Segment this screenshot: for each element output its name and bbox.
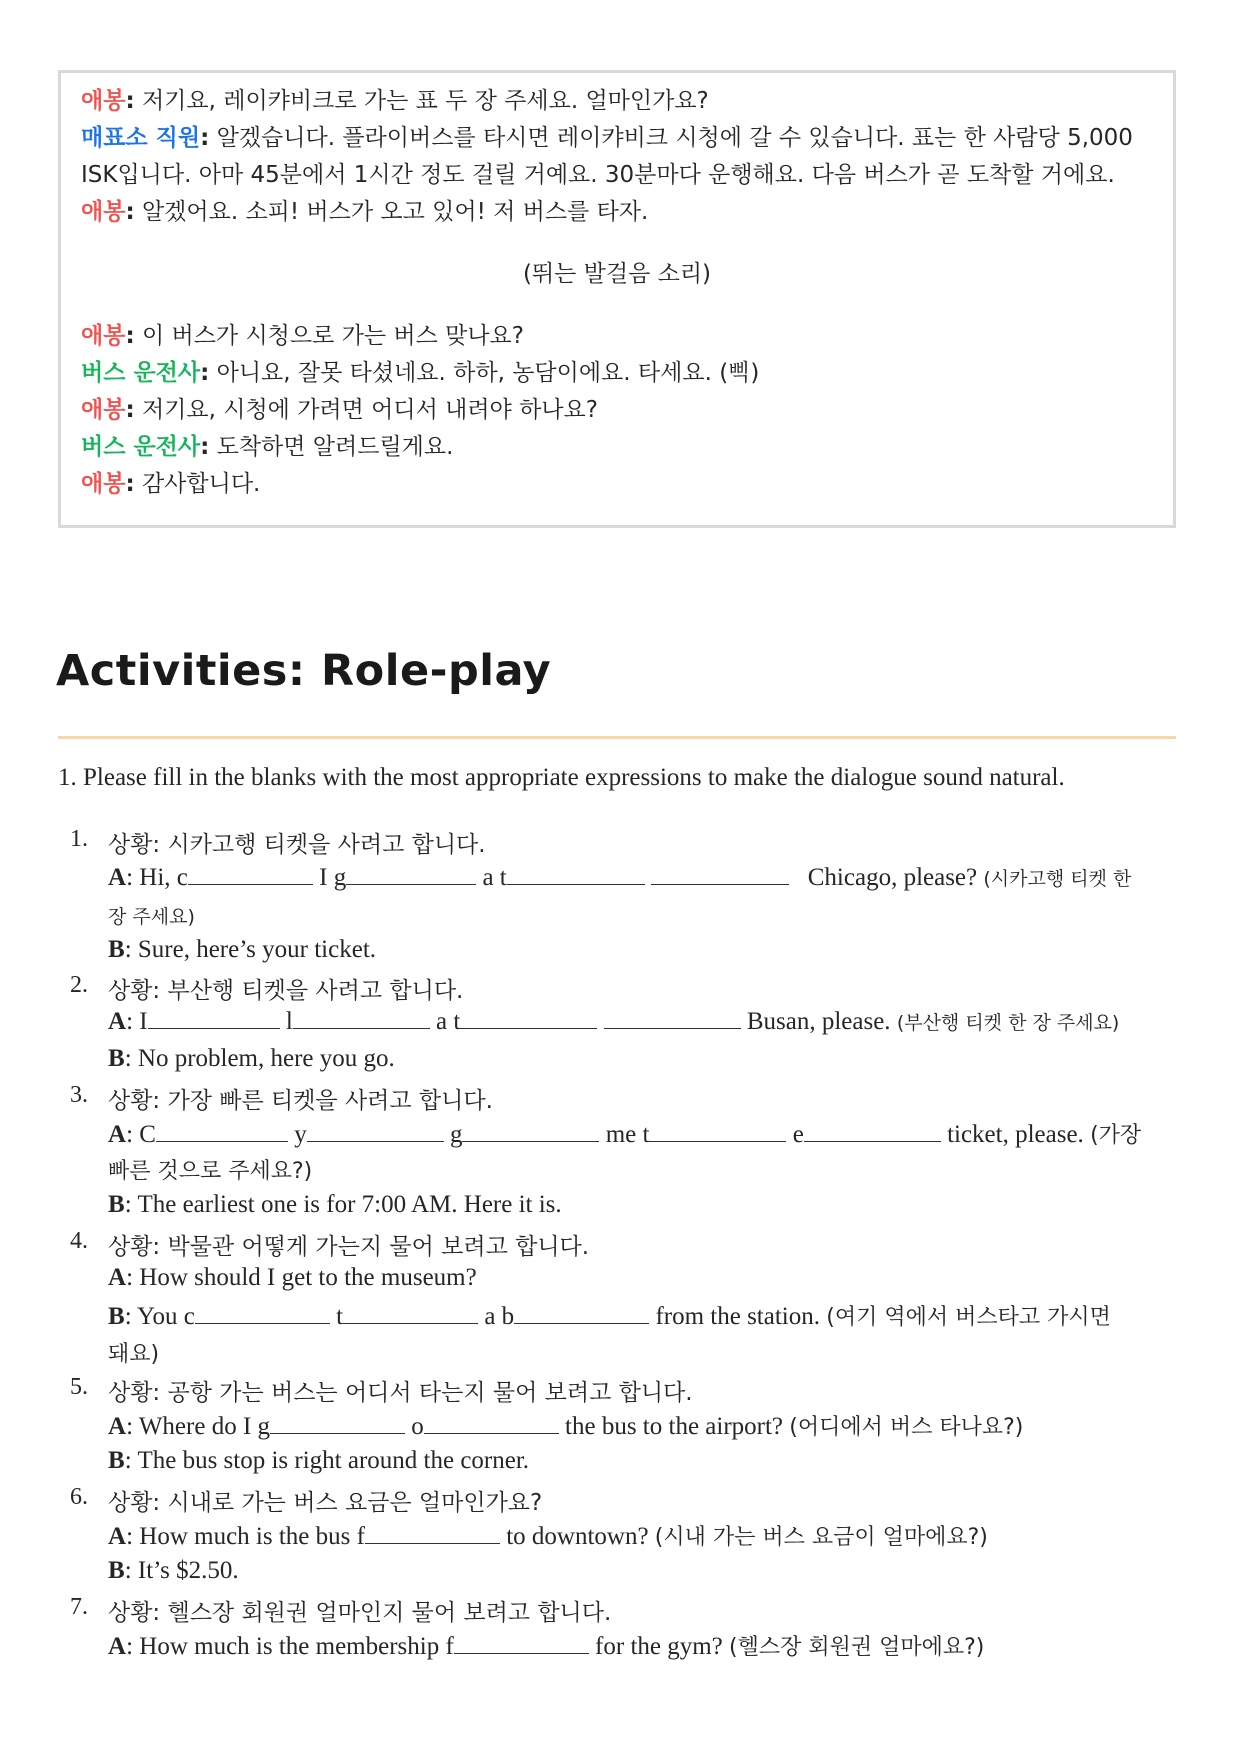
exercise-number: 3. (70, 1082, 88, 1108)
dialogue-line: 애봉: 감사합니다. (81, 471, 261, 497)
line-b: B: You c t a b from the station. (여기 역에서 버스타고 가시면 (108, 1303, 1111, 1330)
dialogue-line: 애봉: 알겠어요. 소피! 버스가 오고 있어! 저 버스를 타자. (81, 199, 649, 225)
dialogue-text: 도착하면 알려드릴게요. (216, 434, 454, 460)
answer-blank[interactable] (270, 1413, 405, 1434)
dialogue-box (58, 70, 1176, 528)
dialogue-line: 버스 운전사: 도착하면 알려드릴게요. (81, 434, 454, 460)
situation: 상황: 가장 빠른 티켓을 사려고 합니다. (108, 1088, 493, 1114)
dialogue-line: 버스 운전사: 아니요, 잘못 타셨네요. 하하, 농담이에요. 타세요. (삑) (81, 360, 760, 386)
dialogue-text: 저기요, 시청에 가려면 어디서 내려야 하나요? (141, 397, 598, 423)
exercise-number: 1. (70, 826, 88, 852)
line-a: A: I l a t Busan, please. (부산행 티켓 한 장 주세요) (108, 1008, 1120, 1035)
line-a-continued (108, 1154, 312, 1185)
answer-blank[interactable] (804, 1121, 941, 1142)
line-a-continued (108, 902, 195, 930)
answer-blank[interactable] (343, 1303, 478, 1324)
translation-hint: (어디에서 버스 타나요?) (789, 1415, 1024, 1440)
dialogue-line: 애봉: 이 버스가 시청으로 가는 버스 맞나요? (81, 323, 524, 349)
dialogue-text: 이 버스가 시청으로 가는 버스 맞나요? (141, 323, 524, 349)
dialogue-text: 감사합니다. (141, 471, 261, 497)
speaker-name: 애봉 (81, 88, 126, 114)
line-b: B: It’s $2.50. (108, 1557, 239, 1584)
line-b: B: Sure, here’s your ticket. (108, 936, 377, 963)
answer-blank[interactable] (156, 1121, 288, 1142)
line-b-continued (108, 1337, 159, 1368)
speaker-name: 매표소 직원 (81, 125, 201, 151)
speaker-name: 애봉 (81, 199, 126, 225)
speaker-name: 버스 운전사 (81, 434, 201, 460)
line-a: A: How much is the membership f for the gym? (헬스장 회원권 얼마에요?) (108, 1633, 985, 1660)
dialogue-line-continued (81, 157, 1161, 194)
answer-blank[interactable] (365, 1523, 500, 1544)
translation-hint: 장 주세요) (108, 906, 195, 928)
line-a: A: How should I get to the museum? (108, 1264, 477, 1291)
section-title: Activities: Role-play (56, 646, 552, 696)
answer-blank[interactable] (649, 1121, 786, 1142)
line-b: B: The bus stop is right around the corner. (108, 1447, 530, 1474)
dialogue-text: ISK입니다. 아마 45분에서 1시간 정도 걸릴 거예요. 30분마다 운행해요. 다음 버스가 곧 도착할 거에요. (81, 162, 1115, 188)
situation: 상황: 시카고행 티켓을 사려고 합니다. (108, 832, 486, 858)
situation: 상황: 시내로 가는 버스 요금은 얼마인가요? (108, 1490, 543, 1516)
sound-effect: (뛰는 발걸음 소리) (522, 261, 712, 287)
speaker-name: 버스 운전사 (81, 360, 201, 386)
dialogue-text: 알겠어요. 소피! 버스가 오고 있어! 저 버스를 타자. (141, 199, 649, 225)
answer-blank[interactable] (514, 1303, 649, 1324)
answer-blank[interactable] (507, 864, 645, 885)
answer-blank[interactable] (424, 1413, 559, 1434)
situation: 상황: 박물관 어떻게 가는지 물어 보려고 합니다. (108, 1234, 590, 1260)
translation-hint: 빠른 것으로 주세요?) (108, 1159, 313, 1184)
line-a: A: Where do I g o the bus to the airport? (어디에서 버스 타나요?) (108, 1413, 1024, 1440)
answer-blank[interactable] (195, 1303, 330, 1324)
dialogue-text: 알겠습니다. 플라이버스를 타시면 레이캬비크 시청에 갈 수 있습니다. 표는 한 사람당 5,000 (216, 125, 1133, 151)
line-a: A: C y g me t e ticket, please. (가장 (108, 1121, 1142, 1148)
translation-hint: (부산행 티켓 한 장 주세요) (896, 1012, 1120, 1034)
exercise-number: 5. (70, 1374, 88, 1400)
dialogue-text: 저기요, 레이캬비크로 가는 표 두 장 주세요. 얼마인가요? (141, 88, 709, 114)
line-b: B: No problem, here you go. (108, 1045, 395, 1072)
translation-hint: (시카고행 티켓 한 (983, 868, 1132, 890)
exercise-number: 4. (70, 1228, 88, 1254)
answer-blank[interactable] (346, 864, 476, 885)
speaker-name: 애봉 (81, 397, 126, 423)
answer-blank[interactable] (651, 864, 789, 885)
answer-blank[interactable] (460, 1008, 597, 1029)
answer-blank[interactable] (148, 1008, 280, 1029)
exercise-number: 2. (70, 972, 88, 998)
answer-blank[interactable] (188, 864, 313, 885)
dialogue-line: 애봉: 저기요, 시청에 가려면 어디서 내려야 하나요? (81, 397, 598, 423)
answer-blank[interactable] (293, 1008, 430, 1029)
exercise-number: 6. (70, 1484, 88, 1510)
heading-divider (58, 736, 1176, 739)
line-b: B: The earliest one is for 7:00 AM. Here it is. (108, 1191, 562, 1218)
answer-blank[interactable] (604, 1008, 741, 1029)
dialogue-line: 애봉: 저기요, 레이캬비크로 가는 표 두 장 주세요. 얼마인가요? (81, 88, 709, 114)
translation-hint: 돼요) (108, 1342, 160, 1367)
speaker-name: 애봉 (81, 323, 126, 349)
translation-hint: (시내 가는 버스 요금이 얼마에요?) (654, 1525, 988, 1550)
line-a: A: Hi, c I g a t Chicago, please? (시카고행 티켓 한 (108, 864, 1132, 891)
exercise-number: 7. (70, 1594, 88, 1620)
line-a: A: How much is the bus f to downtown? (시내 가는 버스 요금이 얼마에요?) (108, 1523, 988, 1550)
dialogue-line: 매표소 직원: 알겠습니다. 플라이버스를 타시면 레이캬비크 시청에 갈 수 있습니다. 표는 한 사람당 5,000 (81, 125, 1133, 151)
answer-blank[interactable] (454, 1633, 589, 1654)
dialogue-text: 아니요, 잘못 타셨네요. 하하, 농담이에요. 타세요. (삑) (216, 360, 760, 386)
answer-blank[interactable] (307, 1121, 444, 1142)
translation-hint: (여기 역에서 버스타고 가시면 (826, 1305, 1111, 1330)
translation-hint: (가장 (1090, 1123, 1142, 1148)
situation: 상황: 공항 가는 버스는 어디서 타는지 물어 보려고 합니다. (108, 1380, 693, 1406)
speaker-name: 애봉 (81, 471, 126, 497)
situation: 상황: 헬스장 회원권 얼마인지 물어 보려고 합니다. (108, 1600, 612, 1626)
translation-hint: (헬스장 회원권 얼마에요?) (729, 1635, 985, 1660)
answer-blank[interactable] (462, 1121, 599, 1142)
situation: 상황: 부산행 티켓을 사려고 합니다. (108, 978, 464, 1004)
exercise-instruction: 1. Please fill in the blanks with the most appropriate expressions to make the dialogue sound natural. (58, 764, 1065, 791)
